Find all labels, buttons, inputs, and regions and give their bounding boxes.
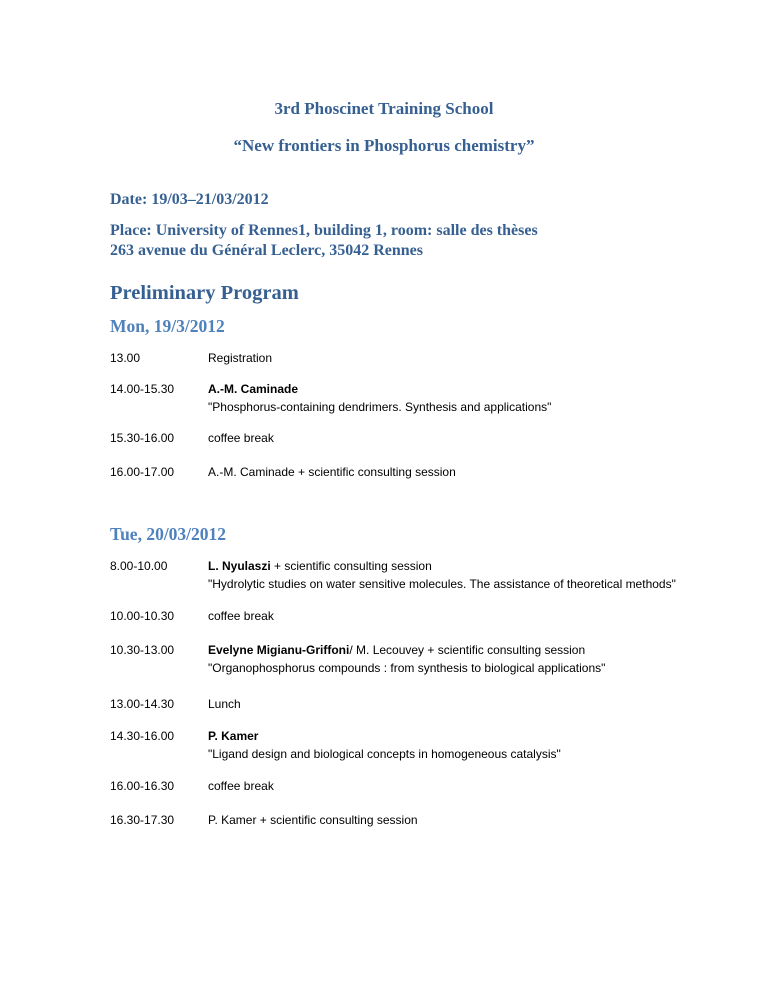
- session-title: "Ligand design and biological concepts in homogeneous catalysis": [208, 747, 561, 761]
- event-place-line1: Place: University of Rennes1, building 1, room: salle des thèses: [110, 222, 538, 239]
- session-time: 10.30-13.00: [110, 643, 175, 657]
- document-subtitle: “New frontiers in Phosphorus chemistry”: [233, 136, 535, 155]
- day-heading-tuesday: Tue, 20/03/2012: [110, 524, 227, 544]
- session-text: Lunch: [208, 697, 241, 711]
- session-speaker: L. Nyulaszi: [208, 559, 271, 573]
- session-speaker-suffix: + scientific consulting session: [270, 559, 432, 573]
- session-content: [208, 727, 678, 763]
- session-content: [208, 557, 678, 593]
- session-time: 8.00-10.00: [110, 559, 168, 573]
- session-speaker-line: [208, 641, 678, 659]
- event-place-line2: 263 avenue du Général Leclerc, 35042 Rennes: [110, 242, 424, 259]
- session-text: Registration: [208, 351, 273, 365]
- session-time: 16.00-16.30: [110, 779, 175, 793]
- session-title: "Phosphorus-containing dendrimers. Synthesis and applications": [208, 400, 552, 414]
- session-content: [208, 641, 678, 677]
- session-text: P. Kamer + scientific consulting session: [208, 813, 418, 827]
- session-time: 14.30-16.00: [110, 729, 175, 743]
- session-time: 16.30-17.30: [110, 813, 175, 827]
- session-speaker: P. Kamer: [208, 729, 259, 743]
- session-text: A.-M. Caminade + scientific consulting session: [208, 465, 456, 479]
- session-time: 13.00: [110, 351, 141, 365]
- session-speaker: A.-M. Caminade: [208, 382, 299, 396]
- session-text: coffee break: [208, 431, 274, 445]
- program-heading: Preliminary Program: [110, 282, 299, 304]
- session-text: coffee break: [208, 779, 274, 793]
- event-date: Date: 19/03–21/03/2012: [110, 191, 269, 208]
- session-title: "Hydrolytic studies on water sensitive molecules. The assistance of theoretical methods": [208, 577, 676, 591]
- session-speaker-suffix: / M. Lecouvey + scientific consulting session: [349, 643, 586, 657]
- session-title: "Organophosphorus compounds : from synthesis to biological applications": [208, 661, 606, 675]
- session-speaker: Evelyne Migianu-Griffoni: [208, 643, 350, 657]
- session-time: 16.00-17.00: [110, 465, 175, 479]
- session-speaker-line: [208, 557, 678, 575]
- document-title: 3rd Phoscinet Training School: [274, 99, 494, 118]
- session-content: [208, 380, 678, 416]
- session-time: 13.00-14.30: [110, 697, 175, 711]
- session-time: 10.00-10.30: [110, 609, 175, 623]
- session-text: coffee break: [208, 609, 274, 623]
- session-time: 15.30-16.00: [110, 431, 175, 445]
- day-heading-monday: Mon, 19/3/2012: [110, 316, 225, 336]
- session-time: 14.00-15.30: [110, 382, 175, 396]
